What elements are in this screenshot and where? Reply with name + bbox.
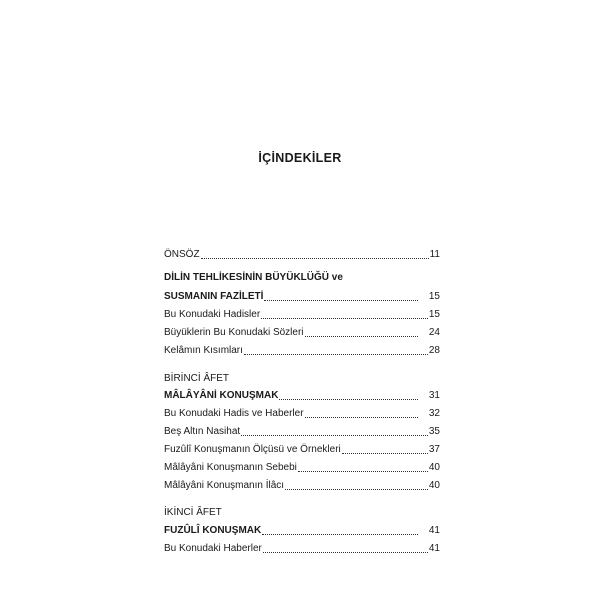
toc-entry-label: Mâlâyâni Konuşmanın Sebebi: [164, 462, 297, 473]
toc-entry-haberler[interactable]: [164, 542, 440, 556]
toc-entry-kisimlari[interactable]: [164, 344, 440, 358]
toc-page-number: 15: [428, 291, 440, 302]
toc-page-number: 32: [428, 408, 440, 419]
toc-entry-label: Kelâmın Kısımları: [164, 345, 243, 356]
toc-entry-hadisler[interactable]: [164, 308, 440, 322]
toc-entry-label: Beş Altın Nasihat: [164, 426, 241, 437]
dot-leader: [285, 489, 428, 490]
toc-entry-susmanin[interactable]: [164, 290, 440, 304]
toc-entry-label: Büyüklerin Bu Konudaki Sözleri: [164, 327, 304, 338]
dot-leader: [244, 354, 428, 355]
toc-page-number: 31: [428, 390, 440, 401]
toc-entry-ilaci[interactable]: [164, 479, 440, 493]
page-title: İÇİNDEKİLER: [258, 151, 342, 165]
toc-entry-fuzuli-olcusu[interactable]: [164, 443, 440, 457]
toc-entry-label: MÂLÂYÂNİ KONUŞMAK: [164, 390, 279, 401]
toc-entry-label: FUZÛLÎ KONUŞMAK: [164, 525, 262, 536]
toc-entry-label: ÖNSÖZ: [164, 249, 200, 260]
toc-entry-label: Bu Konudaki Haberler: [164, 543, 262, 554]
toc-entry-label: SUSMANIN FAZİLETİ: [164, 291, 264, 302]
toc-entry-fuzuli-konusmak[interactable]: [164, 524, 440, 538]
dot-leader: [262, 534, 418, 535]
toc-entry-label: Fuzûlî Konuşmanın Ölçüsü ve Örnekleri: [164, 444, 341, 455]
toc-section-birinci-afet: BİRİNCİ ÂFET: [164, 373, 230, 384]
toc-entry-sozleri[interactable]: [164, 326, 440, 340]
dot-leader: [305, 336, 418, 337]
toc-entry-label: Bu Konudaki Hadisler: [164, 309, 261, 320]
toc-page-number: 40: [428, 462, 440, 473]
toc-page-number: 37: [428, 444, 440, 455]
toc-entry-hadis-haberler[interactable]: [164, 407, 440, 421]
toc-page-number: 35: [428, 426, 440, 437]
toc-heading-dilin: DİLİN TEHLİKESİNİN BÜYÜKLÜĞÜ ve: [164, 272, 343, 283]
dot-leader: [261, 318, 428, 319]
dot-leader: [241, 435, 428, 436]
toc-page-number: 11: [429, 249, 440, 260]
toc-page-number: 41: [428, 525, 440, 536]
toc-section-ikinci-afet: İKİNCİ ÂFET: [164, 507, 222, 518]
toc-page-number: 15: [428, 309, 440, 320]
dot-leader: [201, 258, 429, 259]
dot-leader: [263, 552, 428, 553]
toc-entry-sebebi[interactable]: [164, 461, 440, 475]
toc-entry-malayani[interactable]: [164, 389, 440, 403]
toc-page-number: 40: [428, 480, 440, 491]
toc-entry-onsoz[interactable]: [164, 248, 440, 262]
toc-entry-label: Mâlâyâni Konuşmanın İlâcı: [164, 480, 285, 491]
toc-page-number: 28: [428, 345, 440, 356]
dot-leader: [305, 417, 418, 418]
dot-leader: [264, 300, 417, 301]
toc-page-number: 41: [428, 543, 440, 554]
toc-entry-bes-altin[interactable]: [164, 425, 440, 439]
toc-page-number: 24: [428, 327, 440, 338]
dot-leader: [298, 471, 428, 472]
dot-leader: [342, 453, 428, 454]
toc-entry-label: Bu Konudaki Hadis ve Haberler: [164, 408, 304, 419]
dot-leader: [279, 399, 417, 400]
